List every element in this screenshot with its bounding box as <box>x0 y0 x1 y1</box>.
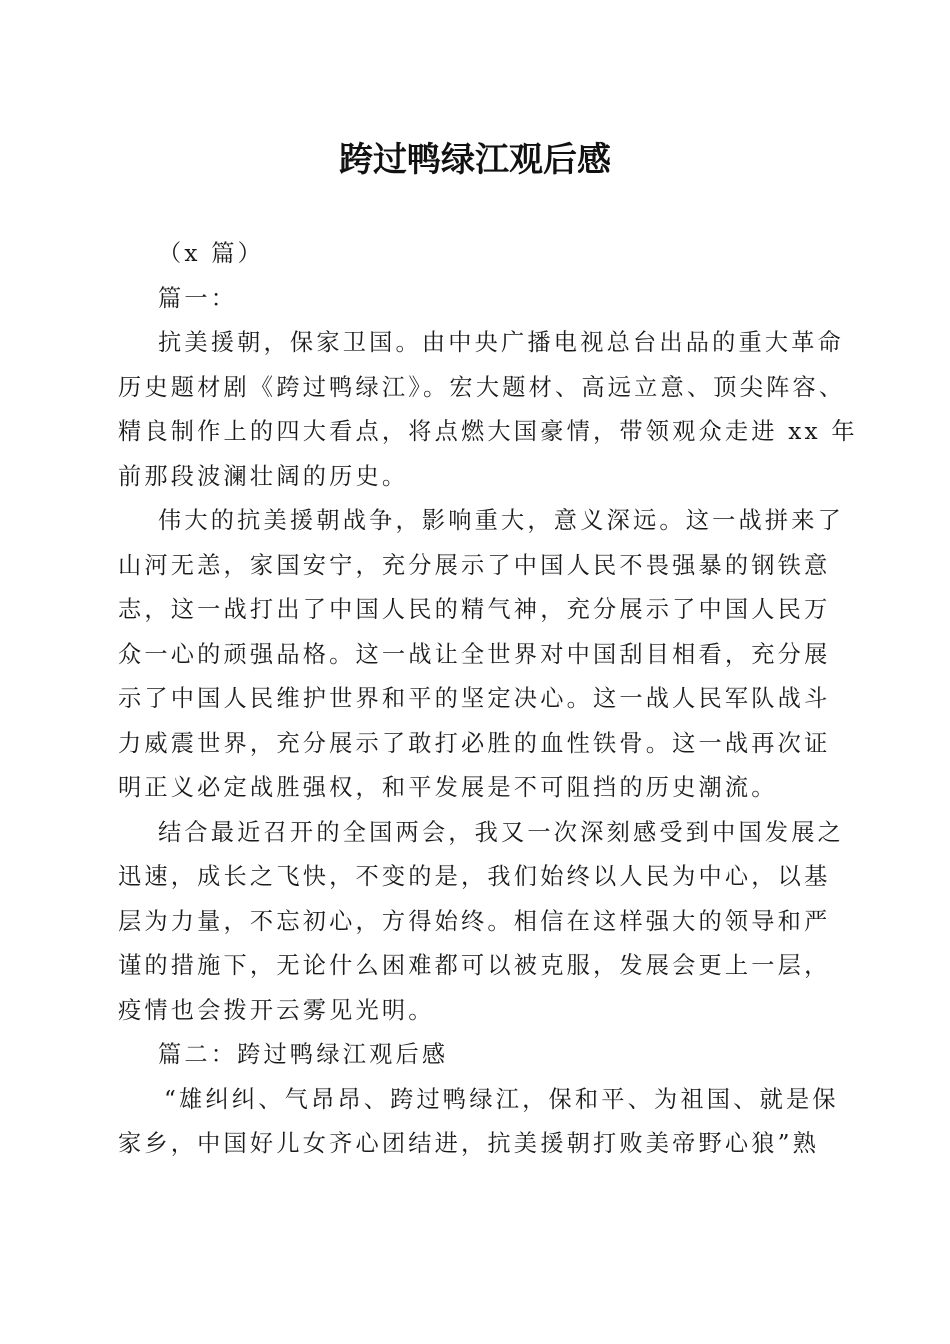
document-title: 跨过鸭绿江观后感 <box>339 140 611 180</box>
paragraph-line: 层为力量，不忘初心，方得始终。相信在这样强大的领导和严 <box>118 907 831 935</box>
paragraph-line: 志，这一战打出了中国人民的精气神，充分展示了中国人民万 <box>118 596 831 623</box>
paragraph-line: 疫情也会拨开云雾见光明。 <box>118 996 435 1024</box>
paragraph-line: 精良制作上的四大看点，将点燃大国豪情，带领观众走进 xx 年 <box>118 418 858 445</box>
paragraph-line: 示了中国人民维护世界和平的坚定决心。这一战人民军队战斗 <box>118 685 831 712</box>
paragraph-line: 前那段波澜壮阔的历史。 <box>118 462 409 490</box>
paragraph-line: 力威震世界，充分展示了敢打必胜的血性铁骨。这一战再次证 <box>118 729 831 757</box>
paragraph-line: 迅速，成长之飞快，不变的是，我们始终以人民为中心，以基 <box>118 863 831 890</box>
paragraph-line: 家乡，中国好儿女齐心团结进，抗美援朝打败美帝野心狼”熟 <box>118 1130 820 1157</box>
paragraph-line: 山河无恙，家国安宁，充分展示了中国人民不畏强暴的钢铁意 <box>118 551 831 579</box>
paragraph-line: 伟大的抗美援朝战争，影响重大，意义深远。这一战拼来了 <box>158 507 845 534</box>
section-heading-1: 篇一： <box>158 284 238 312</box>
paragraph-line: “雄纠纠、气昂昂、跨过鸭绿江，保和平、为祖国、就是保 <box>164 1085 839 1113</box>
paragraph-line: 众一心的顽强品格。这一战让全世界对中国刮目相看，充分展 <box>118 640 831 668</box>
section-heading-2: 篇二：跨过鸭绿江观后感 <box>158 1041 449 1068</box>
section-count-note: （x 篇） <box>158 240 265 267</box>
paragraph-line: 抗美援朝，保家卫国。由中央广播电视总台出品的重大革命 <box>158 329 845 356</box>
document-body <box>118 232 858 1167</box>
paragraph-line: 明正义必定战胜强权，和平发展是不可阻挡的历史潮流。 <box>118 774 778 801</box>
paragraph-line: 历史题材剧《跨过鸭绿江》。宏大题材、高远立意、顶尖阵容、 <box>118 373 846 401</box>
paragraph-line: 结合最近召开的全国两会，我又一次深刻感受到中国发展之 <box>158 818 845 846</box>
paragraph-line: 谨的措施下，无论什么困难都可以被克服，发展会更上一层， <box>118 952 831 979</box>
